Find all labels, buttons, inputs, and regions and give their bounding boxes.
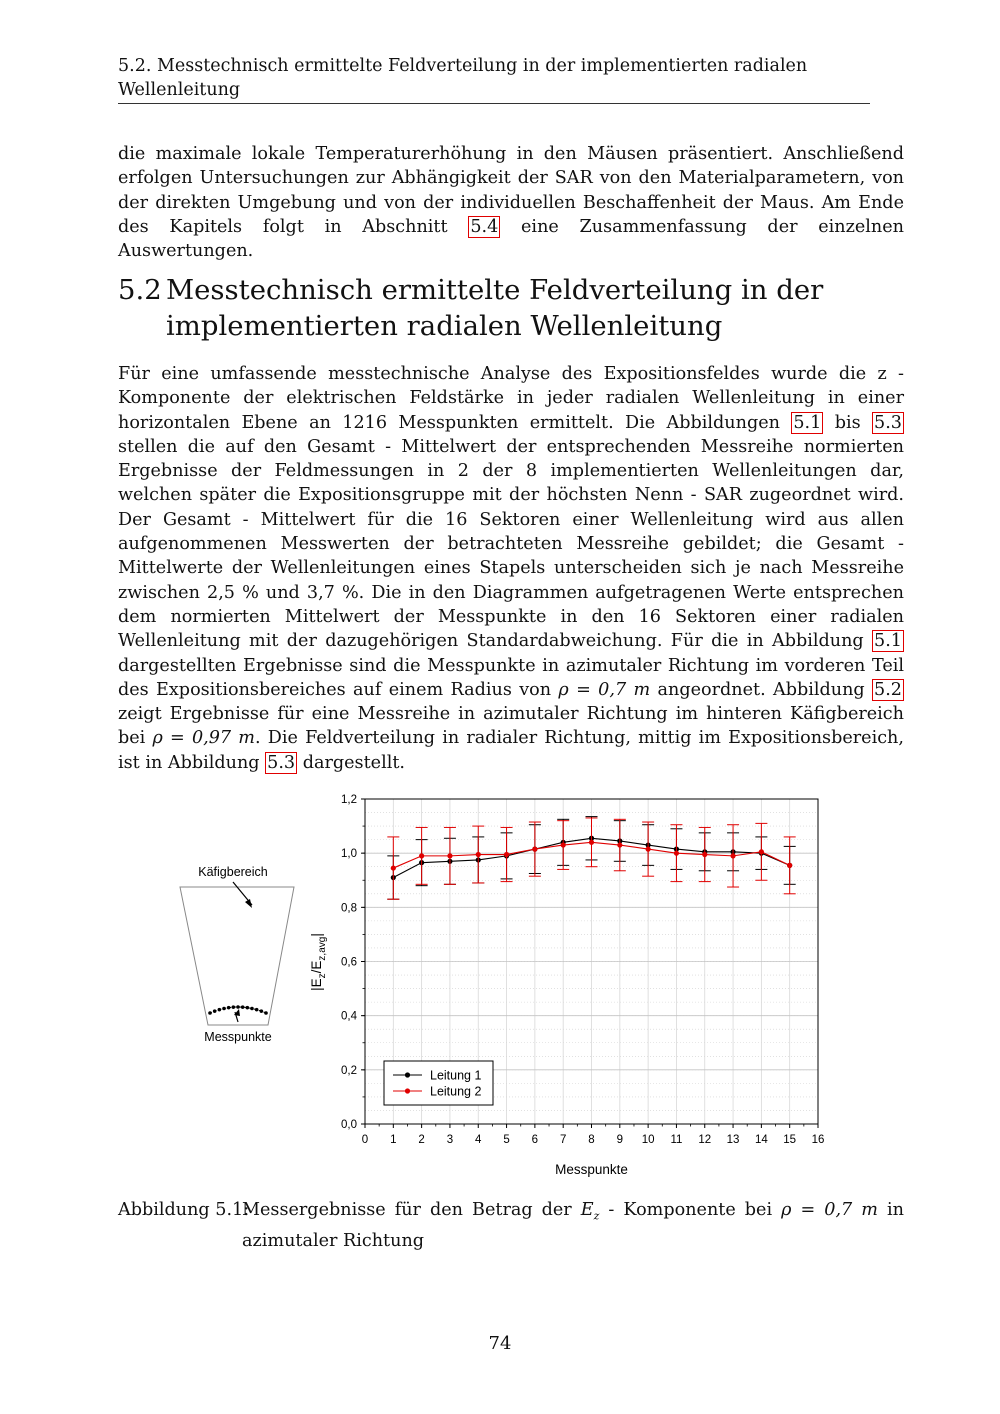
data-point [759,849,764,854]
chart [309,794,824,1177]
data-point [391,865,396,870]
x-tick-label: 1 [390,1134,397,1146]
y-tick-label: 0,2 [341,1064,357,1077]
x-tick-label: 8 [588,1134,595,1146]
data-point [419,853,424,858]
figure-caption [118,1198,904,1253]
data-point [730,853,735,858]
x-tick-label: 6 [531,1134,539,1146]
y-tick-label: 0,4 [341,1010,357,1023]
x-tick-label: 0 [361,1134,369,1146]
y-axis-label [309,933,328,991]
x-tick-label: 16 [811,1134,825,1146]
measurement-dot [264,1011,268,1015]
section-title-line1: Messtechnisch ermittelte Feldverteilung in der [166,274,824,306]
y-label-part: /E [309,960,324,974]
x-tick-label: 7 [559,1134,567,1146]
figure-ref-link[interactable]: 5.2 [874,679,902,700]
body-text: stellen die auf den Gesamt - Mittelwert der entsprechenden Messreihe normierten Ergebnisse der Feldmessungen in 2 der 8 implementierten Wellenleitungen dar, welchen später die Expositionsgruppe mit der höchsten Nenn - SAR zugeordnet wird. Der Gesamt - Mittelwert für die 16 Sektoren einer Wellenleitung wird aus allen aufgenommenen Messwerten der betrachteten Messreihe gebildet; die Gesamt - Mittelwerte der Wellenleitungen eines Stapels unterscheiden sich je nach Messreihe zwischen 2,5 % und 3,7 %. Die in den Diagrammen aufgetragenen Werte entsprechen dem normierten Mittelwert der Messpunkte in den 16 Sektoren einer radialen Wellenleitung mit der dazugehörigen Standardabweichung. Für die in Abbildung [118,436,904,652]
measurement-dot [236,1005,240,1009]
y-tick-labels [341,794,358,1131]
section-number: 5.2 [118,274,162,306]
y-tick-label: 0,6 [341,956,357,969]
y-tick-label: 1,0 [341,848,357,861]
x-tick-label: 3 [446,1134,454,1146]
x-tick-label: 5 [503,1134,510,1146]
caption-math: ρ = 0,7 m [781,1200,878,1220]
x-axis-label: Messpunkte [555,1162,628,1177]
running-title-line2: Wellenleitung [118,80,241,100]
data-point [702,852,707,857]
chart-legend [384,1061,493,1105]
cage-region-label: Käfigbereich [198,865,268,879]
caption-symbol: E [580,1200,594,1220]
measurement-dot [213,1009,217,1013]
data-point [787,863,792,868]
y-tick-label: 0,0 [341,1119,357,1131]
intro-text: die maximale lokale Temperaturerhöhung in den Mäusen präsentiert. Anschließend erfolgen Untersuchungen zur Abhängigkeit der SAR von den Materialparametern, von der direkten Umgebung und von der individuellen Beschaffenheit der Maus. Am Ende des Kapitels folgt in Abschnitt [118,144,904,237]
y-tick-label: 1,2 [341,794,357,806]
x-tick-label: 10 [641,1134,655,1146]
caption-text [242,1198,904,1253]
x-tick-label: 15 [783,1134,797,1146]
data-point [674,851,679,856]
intro-paragraph [118,142,904,263]
data-point [532,847,537,852]
measurement-dot [260,1009,264,1013]
x-tick-label: 9 [616,1134,624,1146]
body-text: . Die Feldverteilung in radialer Richtung, mittig im Expositionsbereich, ist in Abbildung [118,728,904,773]
measurement-dot [255,1008,259,1012]
math-expression: ρ = 0,7 m [558,679,651,700]
body-text: dargestellt. [297,752,405,773]
measurement-dot [246,1006,250,1010]
measurement-dot [208,1011,212,1015]
intro-text-end: eine Zusammenfassung der einzelnen Auswertungen. [118,216,904,262]
running-title-line1: 5.2. Messtechnisch ermittelte Feldverteilung in der implementierten radialen [118,56,808,76]
section-heading [118,272,904,344]
cage-trapezoid-shape [180,887,294,1025]
data-point [646,847,651,852]
cage-sketch [180,865,294,1044]
body-text: bis [823,412,873,433]
figure-ref-link[interactable]: 5.1 [793,412,822,433]
data-point [561,842,566,847]
x-tick-label: 4 [475,1134,482,1146]
x-tick-labels [362,1134,825,1146]
body-text: angeordnet. Abbildung [650,679,873,700]
figure-ref-link[interactable]: 5.3 [874,412,902,433]
running-header [118,54,870,102]
body-paragraph [118,362,904,775]
measurement-dot [241,1005,245,1009]
body-text: Für eine umfassende messtechnische Analyse des Expositionsfeldes wurde die z - Komponente der elektrischen Feldstärke in jeder radialen Wellenleitung in einer horizontalen Ebene an 1216 Messpunkten ermittelt. Die Abbildungen [118,364,904,433]
x-tick-label: 11 [670,1134,683,1146]
x-tick-label: 13 [726,1134,740,1146]
y-tick-label: 0,8 [341,902,357,915]
math-expression: ρ = 0,97 m [152,728,255,749]
data-point [589,840,594,845]
figure-svg [170,780,860,1190]
figure-ref-link[interactable]: 5.3 [267,752,296,773]
x-tick-label: 2 [418,1134,425,1146]
figure-ref-link[interactable]: 5.1 [874,631,902,652]
data-point [617,842,622,847]
body-text: dargestellten Ergebnisse sind die Messpunkte in azimutaler Richtung im vorderen Teil des Expositionsbereiches auf einem Radius von [118,655,904,700]
section-ref-link[interactable]: 5.4 [470,216,499,237]
measurement-dot [250,1007,254,1011]
legend-marker-2 [405,1088,410,1093]
legend-label-2: Leitung 2 [430,1084,482,1099]
x-tick-label: 14 [754,1134,768,1146]
y-label-part: |E [309,978,324,991]
measurement-dot [232,1005,236,1009]
x-tick-label: 12 [698,1134,712,1146]
measurement-points-label: Messpunkte [204,1030,272,1044]
data-point [476,852,481,857]
caption-subscript: z [593,1209,600,1223]
legend-marker-1 [405,1072,410,1077]
y-label-subscript: z,avg [317,936,328,961]
figure-5-1 [170,780,860,1190]
caption-label: Abbildung 5.1: [118,1200,250,1220]
y-label-subscript: z [317,973,328,979]
measurement-dot [227,1006,231,1010]
cage-pointer-arrowhead [245,899,252,908]
measurement-dot [218,1008,222,1012]
section-title-line2: implementierten radialen Wellenleitung [166,310,723,342]
header-rule [118,103,870,104]
data-point [504,852,509,857]
body-text: zeigt Ergebnisse für eine Messreihe in azimutaler Richtung im hinteren Käfigbereich bei [118,704,904,749]
caption-text-part: - Komponente bei [599,1200,782,1220]
y-label-part: | [309,933,324,937]
data-point [447,853,452,858]
caption-text-part: in azimutaler Richtung [242,1200,904,1251]
measurement-dot [222,1007,226,1011]
caption-text-part: Messergebnisse für den Betrag der [242,1200,581,1220]
legend-label-1: Leitung 1 [430,1068,482,1083]
page-number: 74 [488,1333,512,1354]
